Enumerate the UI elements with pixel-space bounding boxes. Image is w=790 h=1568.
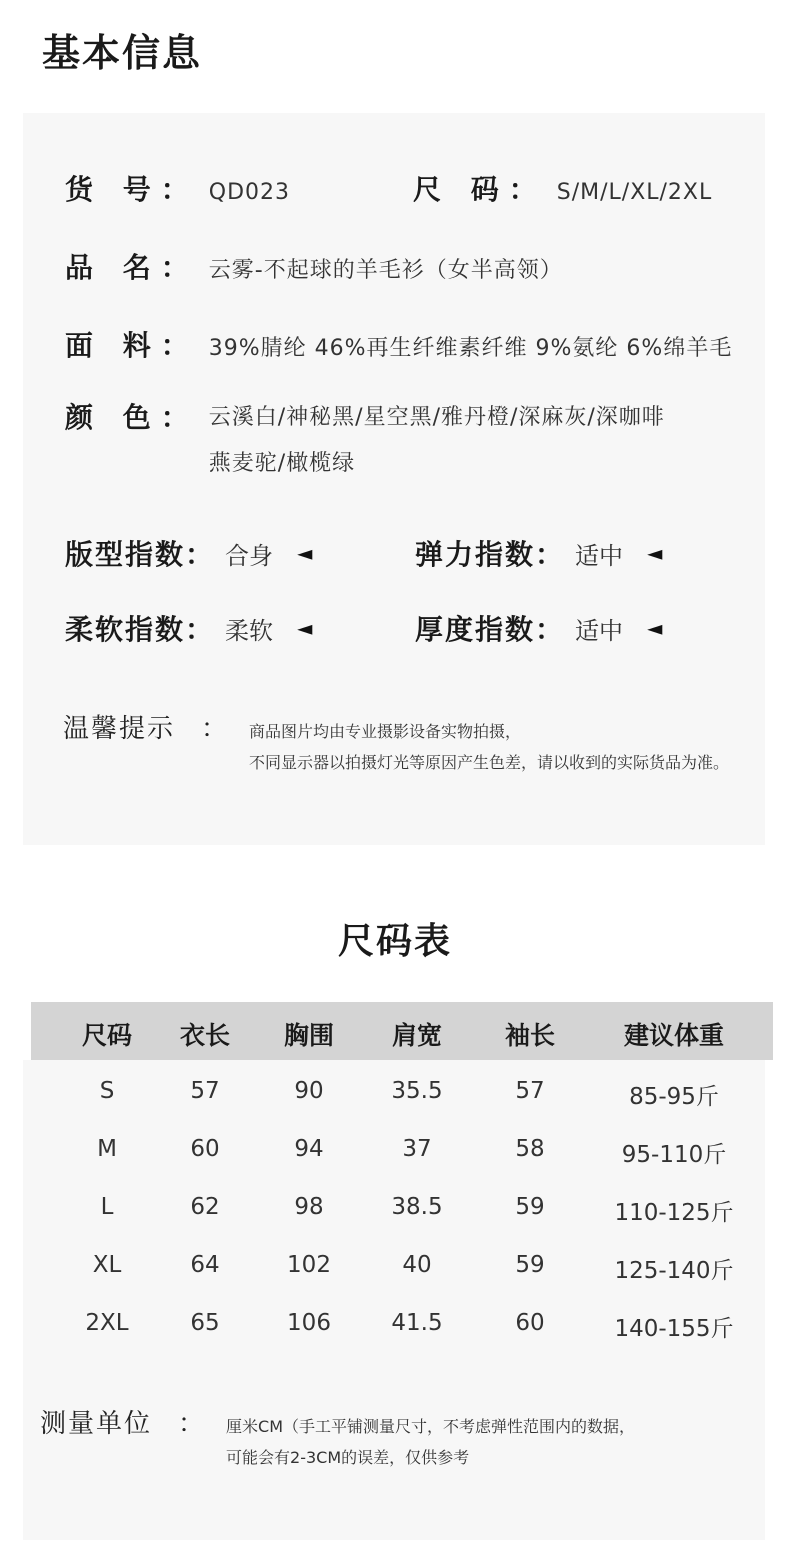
cell-shoulder: 40: [402, 1252, 432, 1278]
fabric-label: 面 料：: [65, 329, 199, 362]
warm-tip-colon: ：: [201, 714, 228, 744]
cell-chest: 98: [294, 1194, 324, 1220]
fit-index: [65, 533, 312, 573]
color-values: [209, 402, 665, 494]
measure-note-colon: ：: [178, 1409, 205, 1439]
cell-size: XL: [92, 1252, 122, 1278]
soft-index-label: 柔软指数：: [65, 613, 216, 646]
size-label: 尺 码：: [413, 173, 547, 206]
section-title-basic-info: 基本信息: [42, 31, 203, 75]
header-sleeve: 袖长: [504, 1021, 556, 1050]
color-row: [65, 402, 665, 494]
warm-tip-line1: 商品图片均由专业摄影设备实物拍摄，: [249, 722, 522, 741]
cell-weight: 140-155斤: [614, 1316, 734, 1342]
measure-note: [40, 1403, 635, 1473]
size-table-header: [31, 1002, 773, 1060]
cell-weight: 85-95斤: [629, 1084, 719, 1110]
cell-weight: 125-140斤: [614, 1258, 734, 1284]
item-no-row: [65, 168, 290, 208]
cell-sleeve: 59: [515, 1194, 545, 1220]
cell-sleeve: 58: [515, 1136, 545, 1162]
cell-length: 65: [190, 1310, 220, 1336]
header-weight: 建议体重: [623, 1021, 725, 1050]
cell-chest: 102: [287, 1252, 331, 1278]
measure-note-label: 测量单位: [40, 1409, 153, 1439]
thickness-indicator-arrow-icon: ◄: [647, 616, 663, 640]
size-value: S/M/L/XL/2XL: [556, 180, 713, 205]
product-name-row: [65, 246, 563, 286]
cell-size: S: [99, 1078, 115, 1104]
cell-length: 64: [190, 1252, 220, 1278]
cell-length: 62: [190, 1194, 220, 1220]
soft-indicator-arrow-icon: ◄: [297, 616, 313, 640]
cell-shoulder: 38.5: [391, 1194, 443, 1220]
cell-chest: 94: [294, 1136, 324, 1162]
header-chest: 胸围: [283, 1021, 335, 1050]
warm-tip-text: [249, 716, 729, 778]
thickness-index-label: 厚度指数：: [415, 613, 566, 646]
cell-size: 2XL: [85, 1310, 129, 1336]
soft-index-value: 柔软: [225, 616, 274, 645]
measure-note-line1: 厘米CM（手工平铺测量尺寸，不考虑弹性范围内的数据，: [226, 1417, 636, 1436]
size-row: [413, 168, 712, 208]
elastic-index: [415, 533, 662, 573]
color-label: 颜 色：: [65, 401, 199, 434]
color-value-line1: 云溪白/神秘黑/星空黑/雅丹橙/深麻灰/深咖啡: [208, 405, 665, 430]
cell-sleeve: 59: [515, 1252, 545, 1278]
cell-sleeve: 60: [515, 1310, 545, 1336]
cell-length: 57: [190, 1078, 220, 1104]
color-value-line2: 燕麦驼/橄榄绿: [208, 451, 356, 476]
measure-note-line2: 可能会有2-3CM的误差，仅供参考: [226, 1448, 470, 1467]
cell-sleeve: 57: [515, 1078, 545, 1104]
item-no-label: 货 号：: [65, 173, 199, 206]
fit-indicator-arrow-icon: ◄: [297, 541, 313, 565]
warm-tip-line2: 不同显示器以拍摄灯光等原因产生色差，请以收到的实际货品为准。: [249, 753, 730, 772]
cell-shoulder: 35.5: [391, 1078, 443, 1104]
soft-index: [65, 608, 312, 648]
thickness-index-value: 适中: [575, 616, 624, 645]
cell-shoulder: 41.5: [391, 1310, 443, 1336]
header-size: 尺码: [81, 1021, 133, 1050]
cell-shoulder: 37: [402, 1136, 432, 1162]
cell-chest: 90: [294, 1078, 324, 1104]
item-no-value: QD023: [208, 180, 290, 205]
product-name-value: 云雾-不起球的羊毛衫（女半高领）: [208, 258, 563, 283]
thickness-index: [415, 608, 662, 648]
header-shoulder: 肩宽: [391, 1021, 443, 1050]
cell-chest: 106: [287, 1310, 331, 1336]
cell-size: M: [97, 1136, 117, 1162]
cell-weight: 110-125斤: [614, 1200, 734, 1226]
section-title-size-chart: 尺码表: [337, 921, 452, 962]
elastic-index-label: 弹力指数：: [415, 538, 566, 571]
cell-length: 60: [190, 1136, 220, 1162]
cell-size: L: [100, 1194, 114, 1220]
warm-tip: [63, 708, 729, 778]
elastic-index-value: 适中: [575, 541, 624, 570]
fabric-row: [65, 324, 732, 364]
cell-weight: 95-110斤: [621, 1142, 727, 1168]
fabric-value: 39%腈纶 46%再生纤维素纤维 9%氨纶 6%绵羊毛: [208, 336, 733, 361]
measure-note-text: [226, 1411, 635, 1473]
fit-index-value: 合身: [225, 541, 274, 570]
elastic-indicator-arrow-icon: ◄: [647, 541, 663, 565]
fit-index-label: 版型指数：: [65, 538, 216, 571]
product-name-label: 品 名：: [65, 251, 199, 284]
info-panel: [23, 113, 765, 845]
warm-tip-label: 温馨提示: [63, 714, 176, 744]
header-length: 衣长: [179, 1021, 231, 1050]
